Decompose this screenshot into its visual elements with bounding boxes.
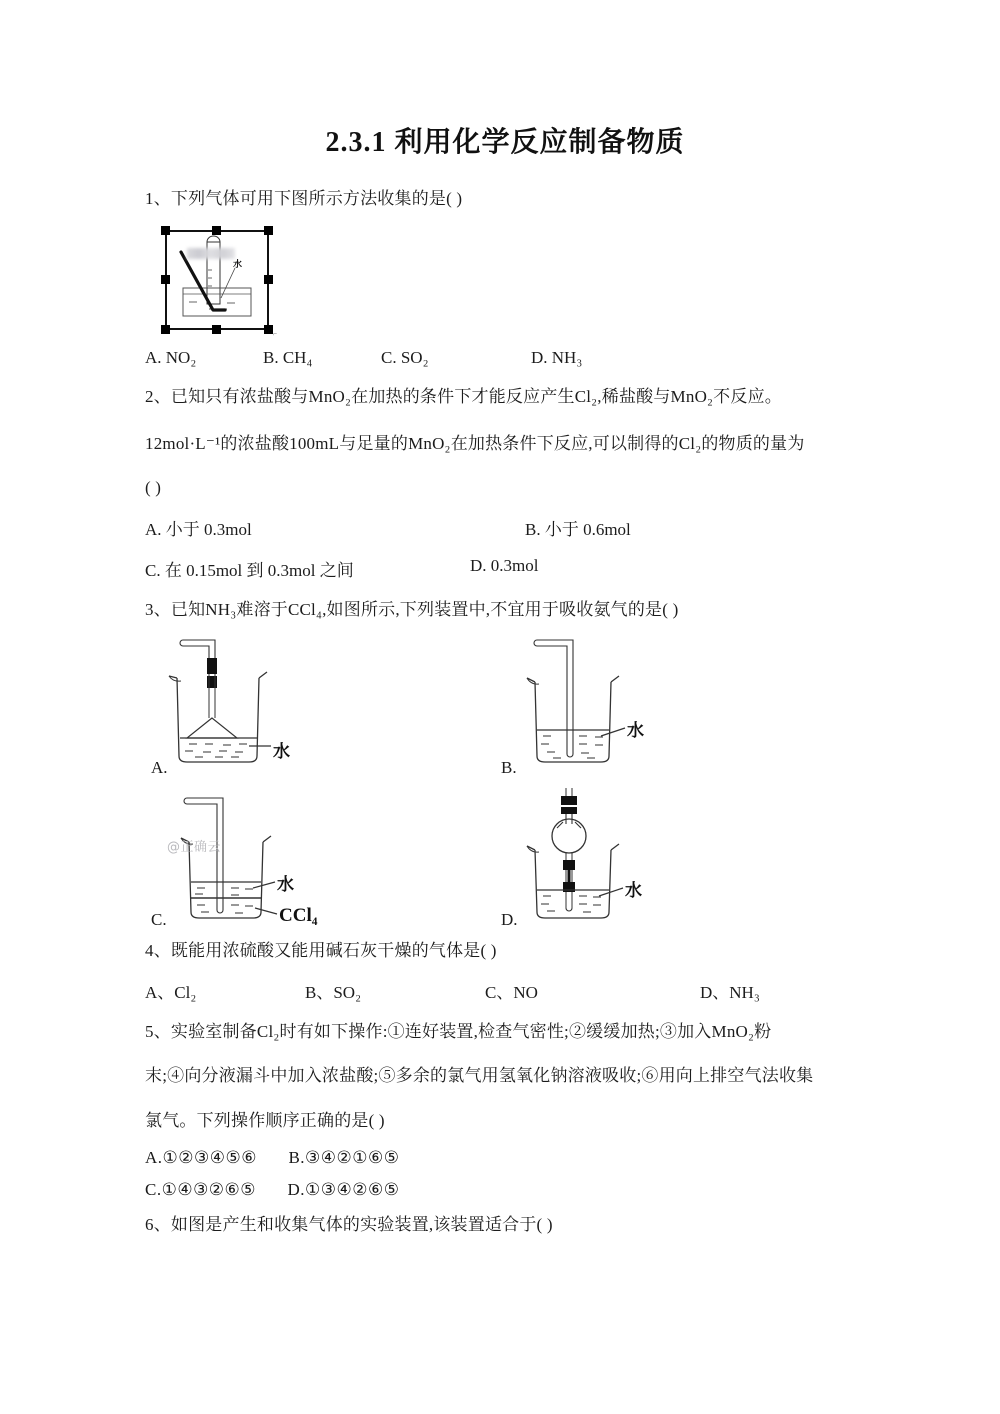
gas-collection-over-water-diagram: [165, 230, 269, 330]
option-5-d[interactable]: D.①③④②⑥⑤: [287, 1180, 400, 1200]
question-3-figure-c[interactable]: [145, 784, 495, 932]
water-label-c: 水: [277, 874, 294, 895]
option-2-d[interactable]: D. 0.3mol: [470, 556, 539, 576]
question-4-options: [145, 978, 865, 1003]
option-4-a[interactable]: A、Cl₂: [145, 983, 197, 1003]
content-watermark: @正确云: [167, 839, 222, 855]
two-layer-beaker-diagram: [145, 784, 495, 932]
option-5-c[interactable]: C.①④③②⑥⑤: [145, 1180, 257, 1200]
question-3-figure-d[interactable]: [495, 784, 845, 932]
option-1-b[interactable]: B. CH₄: [263, 348, 313, 368]
selection-handle-top-left[interactable]: [161, 226, 170, 235]
question-2-options-row2: [145, 556, 865, 581]
option-5-a[interactable]: A.①②③④⑤⑥: [145, 1148, 257, 1168]
figure-label-a: A.: [151, 757, 168, 777]
selection-handle-bottom-right[interactable]: [264, 325, 273, 334]
figure-corner-marker: ⌐: [273, 330, 277, 339]
question-5-options-row1: [145, 1148, 865, 1168]
selection-handle-top-right[interactable]: [264, 226, 273, 235]
option-2-a[interactable]: A. 小于 0.3mol: [145, 520, 252, 540]
question-2-options-row1: [145, 515, 865, 540]
question-1-stem: 1、下列气体可用下图所示方法收集的是( ): [145, 189, 463, 208]
question-4-stem: 4、既能用浓硫酸又能用碱石灰干燥的气体是( ): [145, 940, 497, 960]
option-5-b[interactable]: B.③④②①⑥⑤: [288, 1148, 400, 1168]
option-4-d[interactable]: D、NH₃: [700, 983, 760, 1003]
selection-handle-middle-right[interactable]: [264, 275, 273, 284]
question-1-options: [145, 348, 865, 368]
question-5-stem-line2: 末;④向分液漏斗中加入浓盐酸;⑤多余的氯气用氢氧化钠溶液吸收;⑥用向上排空气法收集: [145, 1066, 814, 1086]
inverted-funnel-beaker-diagram: [145, 632, 495, 780]
question-5-options-row2: [145, 1180, 865, 1200]
option-2-c[interactable]: C. 在 0.15mol 到 0.3mol 之间: [145, 561, 354, 581]
selection-handle-middle-left[interactable]: [161, 275, 170, 284]
water-label: 水: [233, 260, 243, 271]
figure-label-d: D.: [501, 909, 518, 929]
question-3-figure-a[interactable]: [145, 632, 495, 780]
question-5-stem-line1: 5、实验室制备Cl₂时有如下操作:①连好装置,检查气密性;②缓缓加热;③加入MnO₂粉: [145, 1022, 772, 1042]
figure-label-c: C.: [151, 909, 167, 929]
question-3-figure-row-1: [145, 632, 865, 780]
question-6-stem: 6、如图是产生和收集气体的实验装置,该装置适合于( ): [145, 1215, 553, 1235]
question-1-figure[interactable]: [161, 226, 277, 339]
option-4-b[interactable]: B、SO₂: [305, 983, 361, 1003]
option-2-b[interactable]: B. 小于 0.6mol: [525, 520, 631, 540]
ccl4-label-c: CCl₄: [279, 904, 318, 926]
question-2-stem-line3: ( ): [145, 478, 162, 498]
selection-handle-bottom-left[interactable]: [161, 325, 170, 334]
question-2-stem-line1: 2、已知只有浓盐酸与MnO₂在加热的条件下才能反应产生Cl₂,稀盐酸与MnO₂不反应。: [145, 387, 782, 407]
question-3-stem: 3、已知NH₃难溶于CCl₄,如图所示,下列装置中,不宜用于吸收氨气的是( ): [145, 600, 679, 620]
water-label-b: 水: [627, 720, 644, 741]
option-1-d[interactable]: D. NH₃: [531, 348, 583, 368]
question-3-figure-b[interactable]: [495, 632, 845, 780]
option-1-c[interactable]: C. SO₂: [381, 348, 429, 368]
document-content: [145, 120, 865, 1252]
page-title: 2.3.1 利用化学反应制备物质: [325, 127, 685, 158]
question-3-figure-row-2: [145, 784, 865, 932]
selection-handle-bottom-center[interactable]: [212, 325, 221, 334]
selection-handle-top-center[interactable]: [212, 226, 221, 235]
question-5-stem-line3: 氯气。下列操作顺序正确的是( ): [145, 1110, 385, 1130]
water-label-d: 水: [625, 880, 642, 901]
straight-tube-beaker-diagram: [495, 632, 845, 780]
figure-label-b: B.: [501, 757, 517, 777]
option-1-a[interactable]: A. NO₂: [145, 348, 197, 368]
bulb-tube-beaker-diagram: [495, 784, 845, 932]
option-4-c[interactable]: C、NO: [485, 983, 538, 1003]
water-label-a: 水: [273, 741, 290, 762]
figure-watermark-blur: [187, 248, 235, 259]
question-2-stem-line2: 12mol·L⁻¹的浓盐酸100mL与足量的MnO₂在加热条件下反应,可以制得的Cl₂的物质的量为: [145, 433, 805, 453]
